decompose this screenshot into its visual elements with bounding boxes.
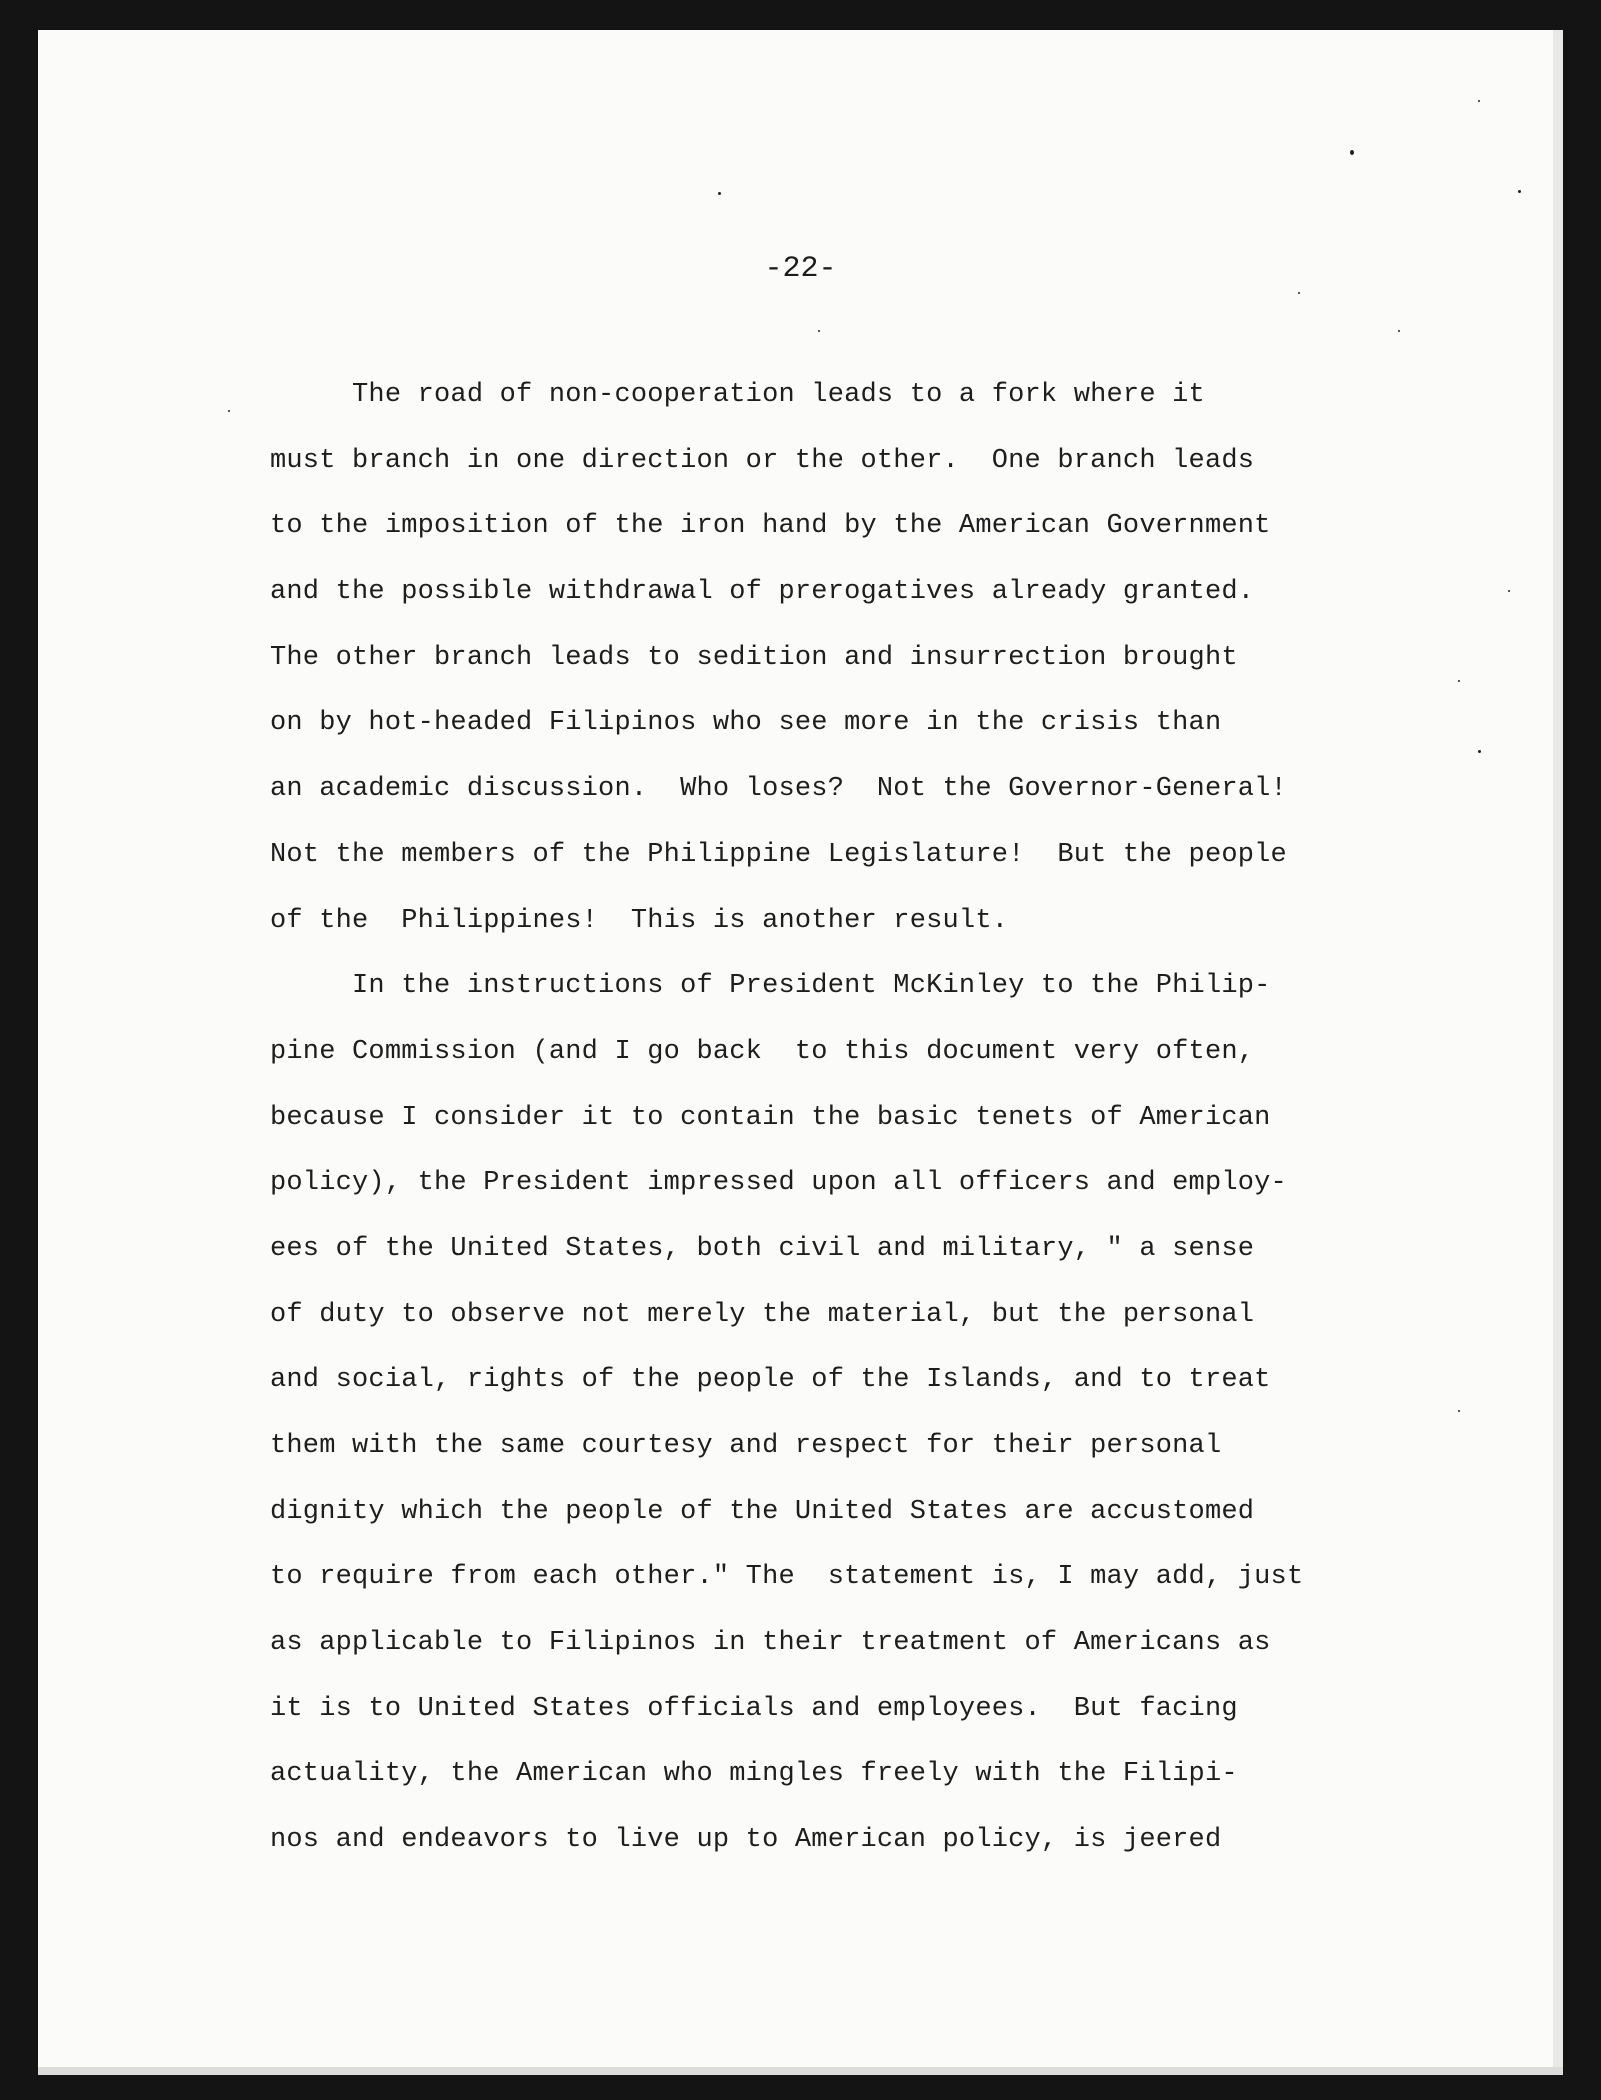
text-line: and social, rights of the people of the Islands, and to treat: [270, 1365, 1271, 1396]
page-edge-bottom: [38, 2067, 1563, 2075]
text-line: Not the members of the Philippine Legislature! But the people: [270, 839, 1287, 870]
text-line: an academic discussion. Who loses? Not the Governor-General!: [270, 774, 1287, 805]
text-line: it is to United States officials and employees. But facing: [270, 1693, 1238, 1724]
text-line: of the Philippines! This is another result.: [270, 905, 1009, 936]
text-line: as applicable to Filipinos in their treatment of Americans as: [270, 1628, 1271, 1659]
text-line: of duty to observe not merely the material, but the personal: [270, 1299, 1255, 1330]
text-line: ees of the United States, both civil and military, " a sense: [270, 1233, 1255, 1264]
text-line: nos and endeavors to live up to American policy, is jeered: [270, 1825, 1222, 1856]
scan-speck: [1508, 590, 1510, 592]
scan-speck: [1298, 292, 1300, 294]
body-text: [270, 380, 1500, 1891]
document-page: [38, 30, 1563, 2075]
text-line: to the imposition of the iron hand by the American Government: [270, 511, 1271, 542]
text-line: on by hot-headed Filipinos who see more in the crisis than: [270, 708, 1222, 739]
scan-speck: [1518, 190, 1521, 193]
text-line: and the possible withdrawal of prerogatives already granted.: [270, 577, 1255, 608]
scan-speck: [1478, 100, 1480, 102]
page-edge-shadow: [1553, 30, 1563, 2075]
text-line: The other branch leads to sedition and insurrection brought: [270, 642, 1238, 673]
text-line: actuality, the American who mingles freely with the Filipi-: [270, 1759, 1238, 1790]
text-line: dignity which the people of the United States are accustomed: [270, 1496, 1255, 1527]
scan-speck: [1350, 150, 1354, 155]
text-line: policy), the President impressed upon all officers and employ-: [270, 1168, 1287, 1199]
scan-speck: [1398, 330, 1400, 332]
text-line: In the instructions of President McKinley to the Philip-: [270, 971, 1271, 1002]
scan-speck: [228, 410, 230, 412]
scan-speck: [818, 330, 820, 332]
text-line: must branch in one direction or the other. One branch leads: [270, 445, 1255, 476]
scan-speck: [718, 192, 721, 195]
page-number: -22-: [764, 252, 837, 286]
text-line: them with the same courtesy and respect for their personal: [270, 1431, 1222, 1461]
text-line: to require from each other." The statement is, I may add, just: [270, 1562, 1304, 1593]
text-line: because I consider it to contain the basic tenets of American: [270, 1102, 1271, 1133]
text-line: The road of non-cooperation leads to a fork where it: [270, 380, 1205, 410]
text-line: pine Commission (and I go back to this document very often,: [270, 1036, 1255, 1067]
